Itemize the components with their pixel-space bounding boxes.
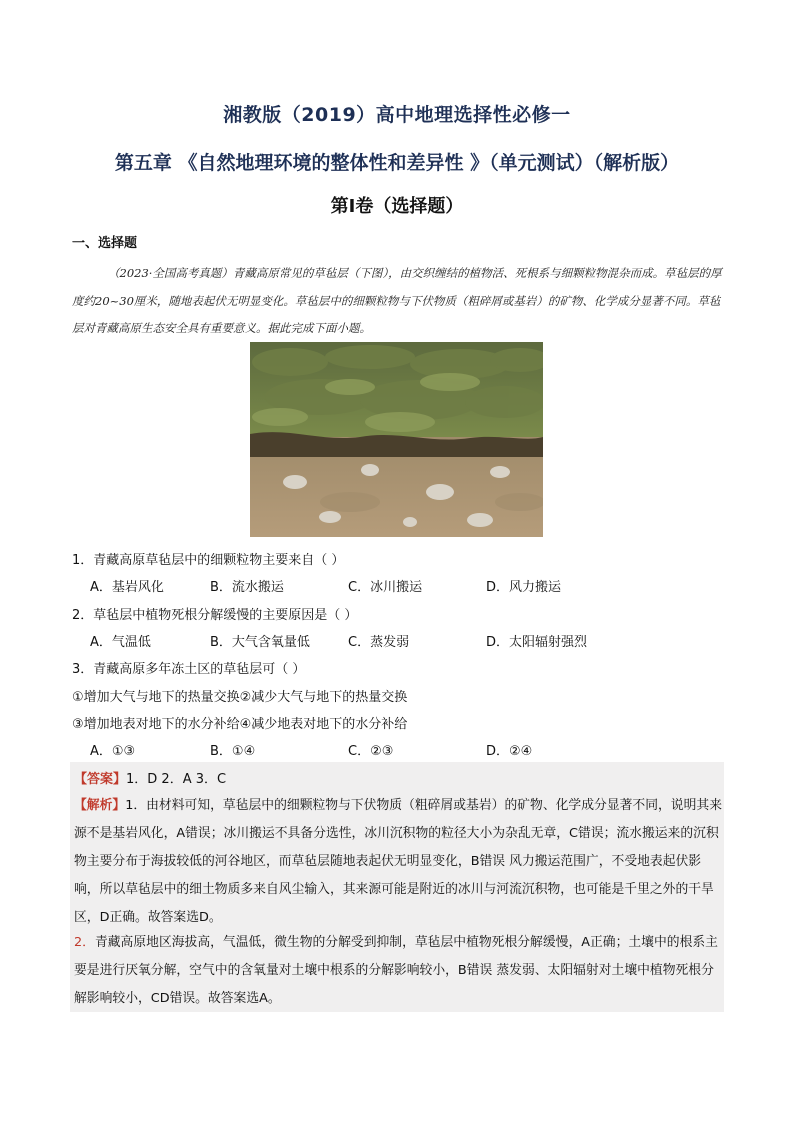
analysis-text-1: 1．由材料可知，草毡层中的细颗粒物与下伏物质（粗碎屑或基岩）的矿物、化学成分显著不同，说明其来源不是基岩风化，A错误；冰川搬运不具备分选性，冰川沉积物的粒径大小为杂乱无章，C错误；流水搬运来的沉积物主要分布于海拔较低的河谷地区，而草毡层随地表起伏无明显变化，B错误 风力搬运范围广，不受地表起伏影响，所以草毡层中的细土物质多来自风尘输入，其来源可能是附近的冰川与河流沉积物，也可能是千里之外的干旱区，D正确。故答案选D。	[74, 798, 722, 925]
grass-mat-photo	[250, 342, 543, 537]
question-2-option-d: D．太阳辐射强烈	[486, 635, 588, 650]
question-3-option-b: B．①④	[210, 744, 256, 759]
question-intro: （2023·全国高考真题）青藏高原常见的草毡层（下图），由交织缠结的植物活、死根系与细颗粒物混杂而成。草毡层的厚度约20~30厘米，随地表起伏无明显变化。草毡层中的细颗粒物与下伏物质（粗碎屑或基岩）的矿物、化学成分显著不同。草毡层对青藏高原生态安全具有重要意义。据此完成下面小题。	[72, 266, 722, 335]
question-3-option-a: A．①③	[90, 744, 136, 759]
question-1-option-c: C．冰川搬运	[348, 580, 423, 595]
question-3-option-c: C．②③	[348, 744, 394, 759]
analysis-text-2: 青藏高原地区海拔高，气温低，微生物的分解受到抑制，草毡层中植物死根分解缓慢，A正确；土壤中的根系主要是进行厌氧分解，空气中的含氧量对土壤中根系的分解影响较小，B错误 蒸发弱、太阳辐射对土壤中植物死根分解影响较小，CD错误。故答案选A。	[74, 935, 718, 1006]
question-1-option-b: B．流水搬运	[210, 580, 284, 595]
chapter-title: 第五章 《自然地理环境的整体性和差异性 》（单元测试）（解析版）	[114, 152, 680, 174]
section-heading: 一、选择题	[72, 236, 138, 251]
analysis-paragraph-1	[74, 792, 724, 932]
analysis-label: 【解析】	[74, 798, 126, 813]
question-3-statement-line: ①增加大气与地下的热量交换②减少大气与地下的热量交换	[72, 690, 408, 705]
question-2-option-b: B．大气含氧量低	[210, 635, 310, 650]
question-1-stem: 1．青藏高原草毡层中的细颗粒物主要来自（ ）	[72, 553, 345, 568]
question-2-option-c: C．蒸发弱	[348, 635, 410, 650]
question-3-stem: 3．青藏高原多年冻土区的草毡层可（ ）	[72, 662, 306, 677]
grass-mat-photo-illustration	[250, 342, 543, 537]
analysis-number-2: 2．	[74, 935, 95, 950]
analysis-paragraph-2	[74, 929, 724, 1013]
answer-label: 【答案】	[74, 772, 127, 787]
question-1-option-d: D．风力搬运	[486, 580, 562, 595]
question-3-option-d: D．②④	[486, 744, 533, 759]
answer-line	[74, 768, 226, 787]
document-title: 湘教版（2019）高中地理选择性必修一	[223, 104, 571, 126]
question-2-option-a: A．气温低	[90, 635, 151, 650]
volume-title: 第Ⅰ卷（选择题）	[330, 196, 464, 217]
question-2-stem: 2．草毡层中植物死根分解缓慢的主要原因是（ ）	[72, 608, 358, 623]
question-1-option-a: A．基岩风化	[90, 580, 164, 595]
answer-values: 1．D 2．A 3．C	[126, 772, 227, 787]
question-3-statement-line: ③增加地表对地下的水分补给④减少地表对地下的水分补给	[72, 717, 408, 732]
